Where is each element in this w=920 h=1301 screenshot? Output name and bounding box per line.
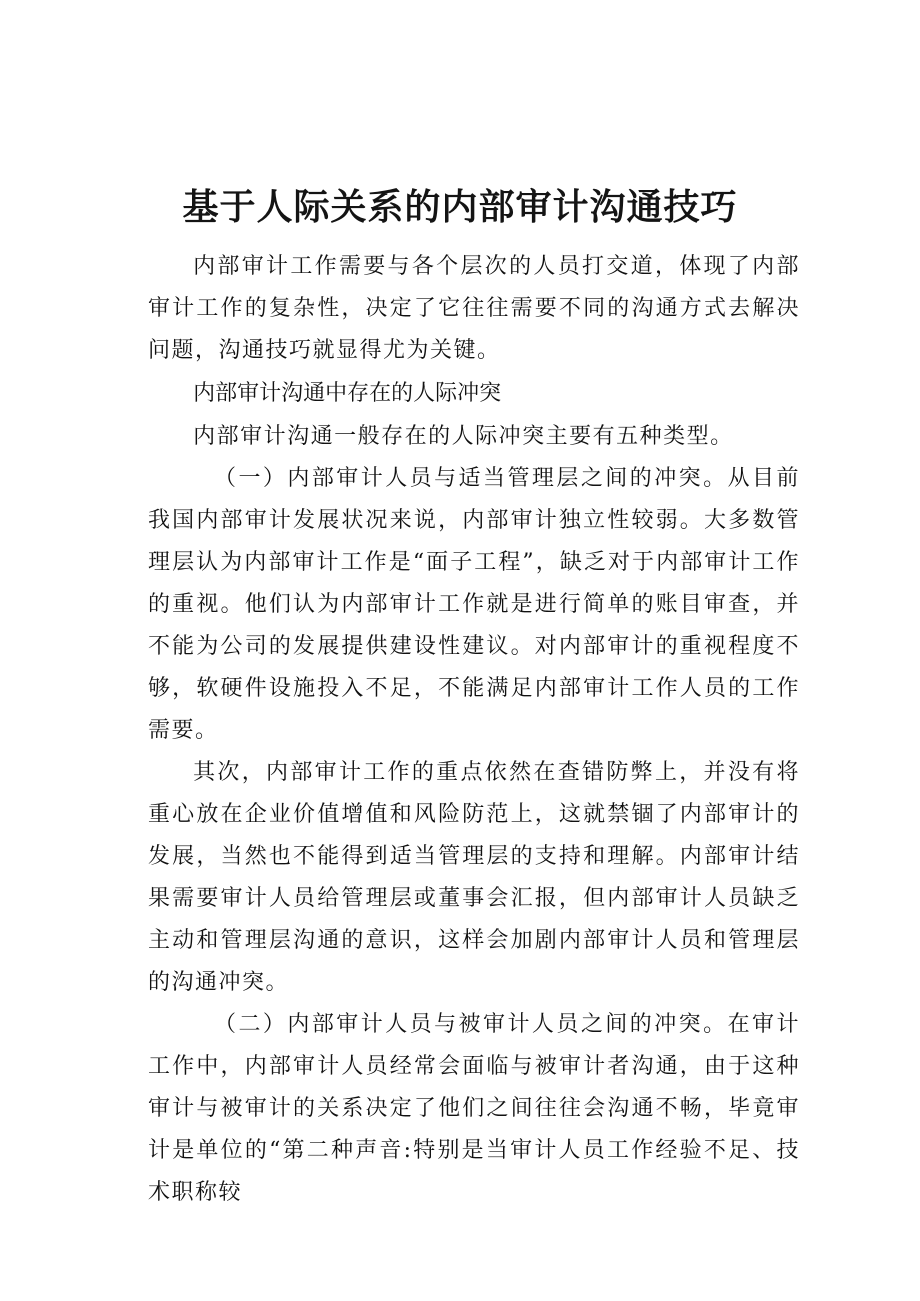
paragraph-secondly: 其次，内部审计工作的重点依然在查错防弊上，并没有将重心放在企业价值增值和风险防范上，这就禁锢了内部审计的发展，当然也不能得到适当管理层的支持和理解。内部审计结果需要审计人员给管理层或董事会汇报，但内部审计人员缺乏主动和管理层沟通的意识，这样会加剧内部审计人员和管理层的沟通冲突。 [148, 760, 800, 995]
paragraph-conflict-management: （一）内部审计人员与适当管理层之间的冲突。从目前我国内部审计发展状况来说，内部审计独立性较弱。大多数管理层认为内部审计工作是“面子工程”，缺乏对于内部审计工作的重视。他们认为内部审计工作就是进行简单的账目审查，并不能为公司的发展提供建设性建议。对内部审计的重视程度不够，软硬件设施投入不足，不能满足内部审计工作人员的工作需要。 [148, 466, 800, 743]
section-lead-paragraph: 内部审计沟通一般存在的人际冲突主要有五种类型。 [193, 424, 734, 449]
intro-paragraph: 内部审计工作需要与各个层次的人员打交道，体现了内部审计工作的复杂性，决定了它往往需要不同的沟通方式去解决问题，沟通技巧就显得尤为关键。 [148, 254, 800, 363]
section-heading: 内部审计沟通中存在的人际冲突 [193, 381, 502, 406]
page-title: 基于人际关系的内部审计沟通技巧 [182, 186, 738, 229]
document-body [148, 246, 800, 1214]
paragraph-conflict-auditees: （二）内部审计人员与被审计人员之间的冲突。在审计工作中，内部审计人员经常会面临与被审计者沟通，由于这种审计与被审计的关系决定了他们之间往往会沟通不畅，毕竟审计是单位的“第二种声音:特别是当审计人员工作经验不足、技术职称较 [148, 1012, 800, 1205]
